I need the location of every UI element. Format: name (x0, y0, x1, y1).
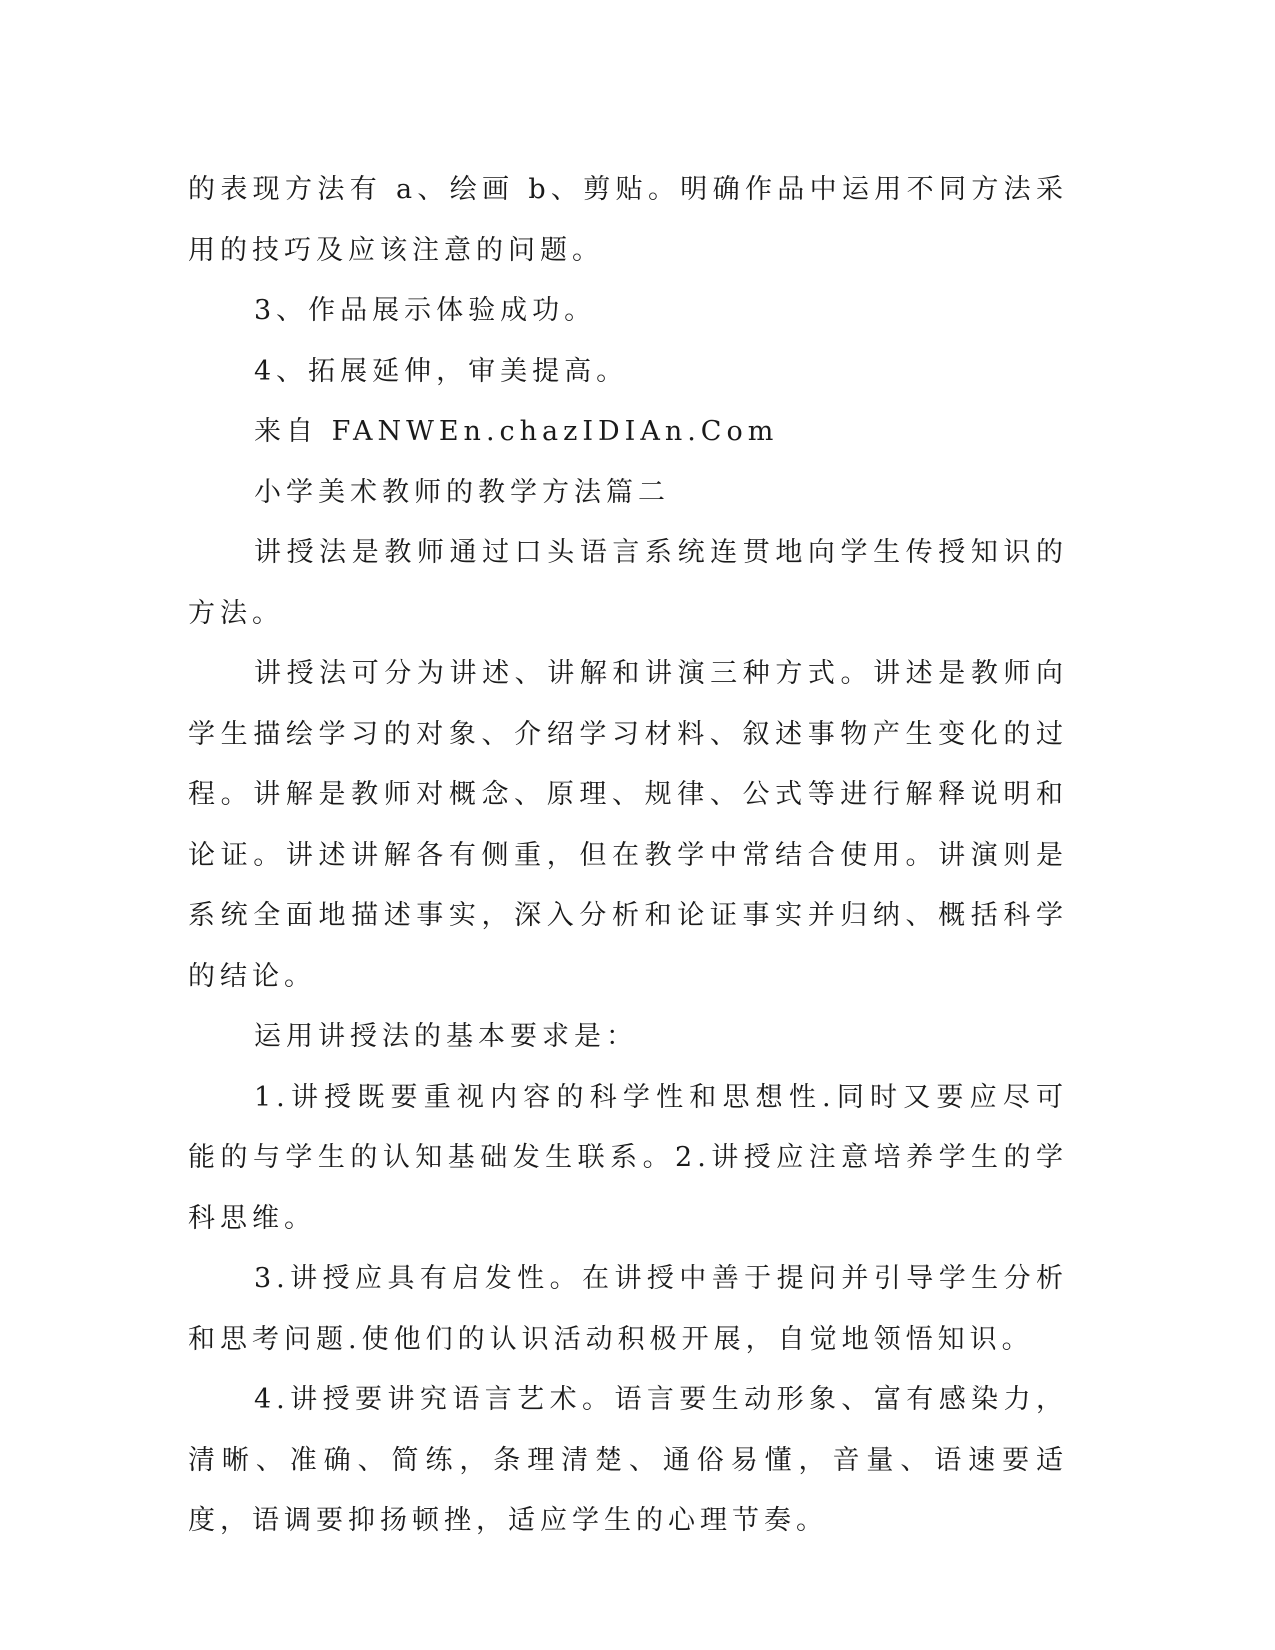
paragraph-methods: 讲授法可分为讲述、讲解和讲演三种方式。讲述是教师向学生描绘学习的对象、介绍学习材料、叙述事物产生变化的过程。讲解是教师对概念、原理、规律、公式等进行解释说明和论证。讲述讲解各有侧重，但在教学中常结合使用。讲演则是系统全面地描述事实，深入分析和论证事实并归纳、概括科学的结论。 (188, 658, 1068, 992)
paragraph-source: 来自 FANWEn.chazIDIAn.Com (254, 416, 779, 447)
paragraph-requirement-3: 3.讲授应具有启发性。在讲授中善于提问并引导学生分析和思考问题.使他们的认识活动积极开展，自觉地领悟知识。 (188, 1263, 1068, 1355)
paragraph-requirement-4: 4.讲授要讲究语言艺术。语言要生动形象、富有感染力，清晰、准确、简练，条理清楚、通俗易懂，音量、语速要适度，语调要抑扬顿挫，适应学生的心理节奏。 (188, 1384, 1068, 1536)
paragraph-requirements-intro: 运用讲授法的基本要求是： (254, 1021, 638, 1052)
paragraph-step-3: 3、作品展示体验成功。 (254, 295, 597, 326)
paragraph-step-4: 4、拓展延伸，审美提高。 (254, 355, 629, 387)
paragraph-continuation: 的表现方法有 a、绘画 b、剪贴。明确作品中运用不同方法采用的技巧及应该注意的问题。 (188, 174, 1068, 266)
document-body (188, 160, 1068, 1552)
section-heading: 小学美术教师的教学方法篇二 (254, 476, 670, 508)
paragraph-requirement-1-2: 1.讲授既要重视内容的科学性和思想性.同时又要应尽可能的与学生的认知基础发生联系。2.讲授应注意培养学生的学科思维。 (188, 1081, 1068, 1234)
paragraph-definition: 讲授法是教师通过口头语言系统连贯地向学生传授知识的方法。 (188, 537, 1068, 629)
